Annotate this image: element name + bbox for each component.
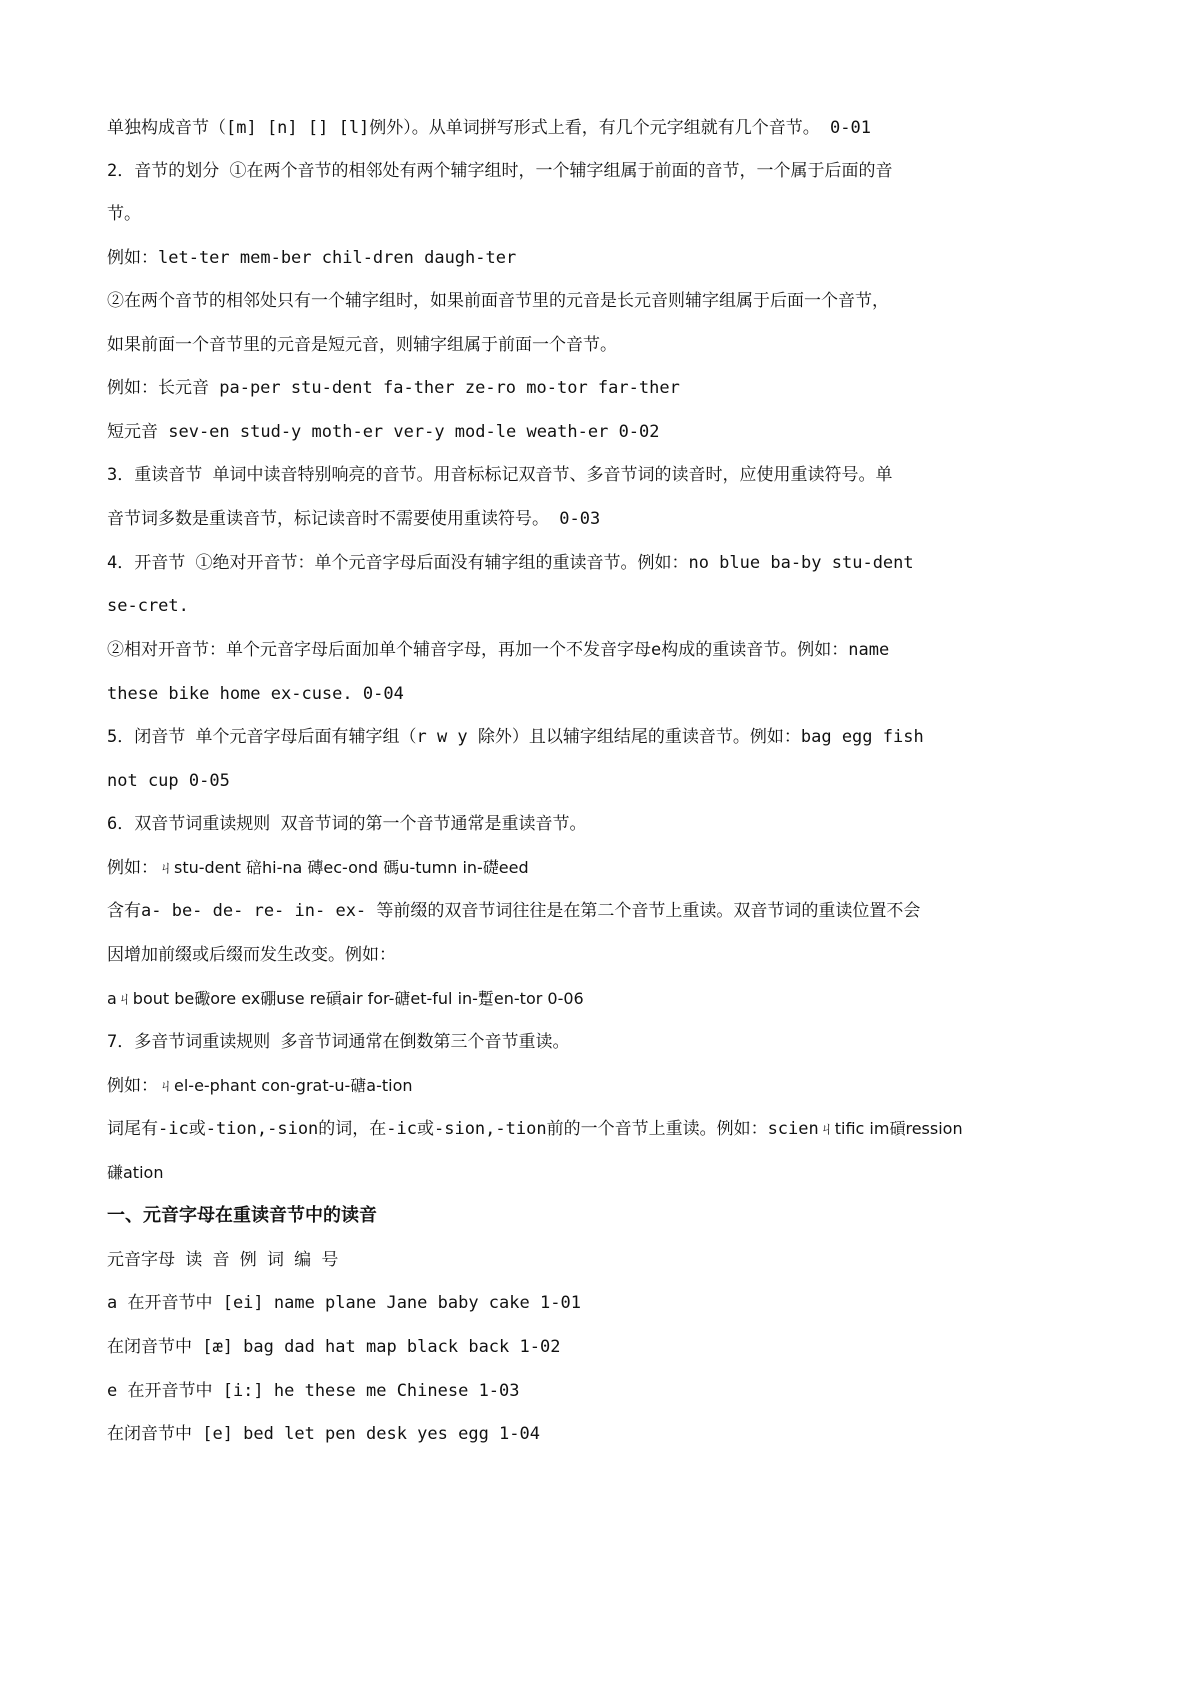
text-line: 2．音节的划分 ①在两个音节的相邻处有两个辅字组时，一个辅字组属于前面的音节，一个属于后面的音 (107, 161, 893, 181)
text-line: 因增加前缀或后缀而发生改变。例如： (107, 945, 396, 965)
text-line: 节。 (107, 204, 141, 224)
text-segment: 词尾有-ic或-tion,-sion的词，在-ic或-sion,-tion前的一个音节上重读。例如：scien (107, 1119, 819, 1139)
text-line: se-cret. (107, 596, 189, 616)
text-line: ②在两个音节的相邻处只有一个辅字组时，如果前面音节里的元音是长元音则辅字组属于后面一个音节， (107, 291, 889, 311)
text-line: 4．开音节 ①绝对开音节：单个元音字母后面没有辅字组的重读音节。例如：no blue ba-by stu-dent (107, 553, 914, 573)
text-line: these bike home ex-cuse. 0-04 (107, 684, 404, 704)
text-line: 3．重读音节 单词中读音特别响亮的音节。用音标标记双音节、多音节词的读音时，应使用重读符号。单 (107, 465, 893, 485)
text-line: 如果前面一个音节里的元音是短元音，则辅字组属于前面一个音节。 (107, 335, 617, 355)
text-line: 6．双音节词重读规则 双音节词的第一个音节通常是重读音节。 (107, 814, 587, 834)
text-line: aㄐbout be礮ore ex硼use re碽air for-磄et-ful in-蹔en-tor 0-06 (107, 989, 584, 1008)
text-line: 例如：let-ter mem-ber chil-dren daugh-ter (107, 248, 517, 268)
section-heading: 一、元音字母在重读音节中的读音 (107, 1205, 377, 1226)
text-segment: ㄐstu-dent 碚hi-na 磚ec-ond 碼u-tumn in-礎eed (158, 858, 529, 877)
text-line: 单独构成音节（[m] [n] [] [l]例外）。从单词拼写形式上看，有几个元字组就有几个音节。 0-01 (107, 118, 871, 138)
text-segment: ㄐtific im碽ression (818, 1119, 963, 1138)
text-line (107, 1118, 963, 1140)
text-segment: ㄐel-e-phant con-grat-u-磄a-tion (158, 1076, 413, 1095)
text-line (107, 857, 529, 879)
text-line: not cup 0-05 (107, 771, 230, 791)
text-line: 磏ation (107, 1163, 164, 1182)
text-segment: 例如： (107, 858, 158, 878)
text-line: a 在开音节中 [ei] name plane Jane baby cake 1-01 (107, 1293, 581, 1313)
text-line: 在闭音节中 [æ] bag dad hat map black back 1-02 (107, 1337, 561, 1357)
text-line: 元音字母 读 音 例 词 编 号 (107, 1250, 339, 1270)
text-line: 音节词多数是重读音节，标记读音时不需要使用重读符号。 0-03 (107, 509, 601, 529)
text-line: 7．多音节词重读规则 多音节词通常在倒数第三个音节重读。 (107, 1032, 570, 1052)
text-line: e 在开音节中 [i:] he these me Chinese 1-03 (107, 1381, 520, 1401)
text-line: 短元音 sev-en stud-y moth-er ver-y mod-le weath-er 0-02 (107, 422, 660, 442)
text-line: 例如：长元音 pa-per stu-dent fa-ther ze-ro mo-tor far-ther (107, 378, 680, 398)
text-line: 在闭音节中 [e] bed let pen desk yes egg 1-04 (107, 1424, 540, 1444)
text-segment: 例如： (107, 1076, 158, 1096)
text-line (107, 1075, 413, 1097)
text-line: ②相对开音节：单个元音字母后面加单个辅音字母，再加一个不发音字母e构成的重读音节。例如：name (107, 640, 890, 660)
text-line: 5．闭音节 单个元音字母后面有辅字组（r w y 除外）且以辅字组结尾的重读音节。例如：bag egg fish (107, 727, 924, 747)
text-line: 含有a- be- de- re- in- ex- 等前缀的双音节词往往是在第二个音节上重读。双音节词的重读位置不会 (107, 901, 921, 921)
